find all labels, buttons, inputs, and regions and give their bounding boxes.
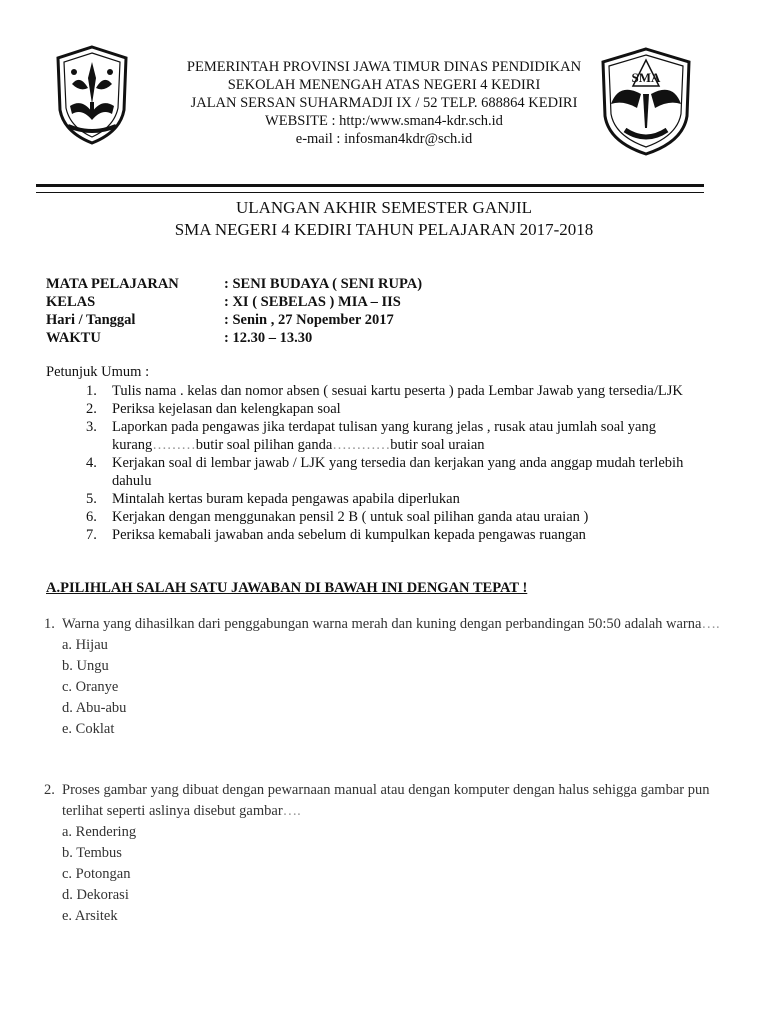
question-text: 1. Warna yang dihasilkan dari penggabungan warna merah dan kuning dengan perbandingan 50:50 adalah warna….	[44, 616, 720, 632]
meta-value: : SENI BUDAYA ( SENI RUPA)	[224, 276, 423, 292]
meta-key: MATA PELAJARAN	[46, 276, 179, 292]
letterhead-line: JALAN SERSAN SUHARMADJI IX / 52 TELP. 688864 KEDIRI	[190, 95, 578, 111]
answer-option: e. Coklat	[62, 721, 115, 737]
letterhead-website: WEBSITE : http:/www.sman4-kdr.sch.id	[265, 113, 503, 129]
meta-value: : 12.30 – 13.30	[224, 330, 313, 346]
meta-key: Hari / Tanggal	[46, 312, 136, 328]
answer-option: d. Dekorasi	[62, 887, 129, 903]
answer-option: c. Oranye	[62, 679, 119, 695]
instructions-list	[86, 382, 726, 544]
answer-option: d. Abu-abu	[62, 700, 127, 716]
instruction-item: 5. Mintalah kertas buram kepada pengawas apabila diperlukan	[86, 491, 460, 507]
instruction-item: 1. Tulis nama . kelas dan nomor absen ( sesuai kartu peserta ) pada Lembar Jawab yang tersedia/LJK	[86, 383, 683, 399]
meta-key: KELAS	[46, 294, 96, 310]
instruction-item: 4. Kerjakan soal di lembar jawab / LJK yang tersedia dan kerjakan yang anda anggap mudah terlebih dahulu	[86, 455, 684, 489]
meta-key: WAKTU	[46, 330, 101, 346]
exam-title: ULANGAN AKHIR SEMESTER GANJIL	[235, 198, 533, 217]
meta-value: : XI ( SEBELAS ) MIA – IIS	[224, 294, 401, 310]
school-logo-text: SMA	[631, 70, 661, 85]
answer-option: e. Arsitek	[62, 908, 118, 924]
instructions-heading: Petunjuk Umum :	[46, 364, 150, 380]
answer-option: c. Potongan	[62, 866, 131, 882]
header-divider-thin	[36, 192, 704, 193]
answer-option: b. Ungu	[62, 658, 109, 674]
meta-row-subject	[46, 276, 422, 293]
question-text: 2. Proses gambar yang dibuat dengan pewarnaan manual atau dengan komputer dengan halus sehigga gambar pun terlihat seperti aslinya disebut gambar….	[44, 782, 710, 819]
exam-subtitle: SMA NEGERI 4 KEDIRI TAHUN PELAJARAN 2017-2018	[174, 220, 594, 239]
section-a-heading: A.PILIHLAH SALAH SATU JAWABAN DI BAWAH INI DENGAN TEPAT !	[46, 580, 528, 596]
meta-row-date	[46, 312, 394, 329]
answer-option: b. Tembus	[62, 845, 122, 861]
instruction-item: 6. Kerjakan dengan menggunakan pensil 2 B ( untuk soal pilihan ganda atau uraian )	[86, 509, 589, 525]
letterhead-line: PEMERINTAH PROVINSI JAWA TIMUR DINAS PENDIDIKAN	[186, 59, 582, 75]
letterhead-line: SEKOLAH MENENGAH ATAS NEGERI 4 KEDIRI	[227, 77, 541, 93]
letterhead	[0, 58, 768, 148]
letterhead-email: e-mail : infosman4kdr@sch.id	[295, 131, 473, 147]
question-2	[44, 780, 734, 927]
meta-row-class	[46, 294, 401, 311]
question-1	[44, 614, 734, 740]
instruction-item: 3. Laporkan pada pengawas jika terdapat tulisan yang kurang jelas , rusak atau jumlah soal yang kurang………butir soal pilihan ganda…………butir soal uraian	[86, 419, 656, 453]
instruction-item: 7. Periksa kemabali jawaban anda sebelum di kumpulkan kepada pengawas ruangan	[86, 527, 586, 543]
answer-option: a. Hijau	[62, 637, 108, 653]
instruction-item: 2. Periksa kejelasan dan kelengkapan soal	[86, 401, 341, 417]
meta-row-time	[46, 330, 312, 347]
meta-value: : Senin , 27 Nopember 2017	[224, 312, 394, 328]
header-divider-thick	[36, 184, 704, 187]
answer-option: a. Rendering	[62, 824, 137, 840]
